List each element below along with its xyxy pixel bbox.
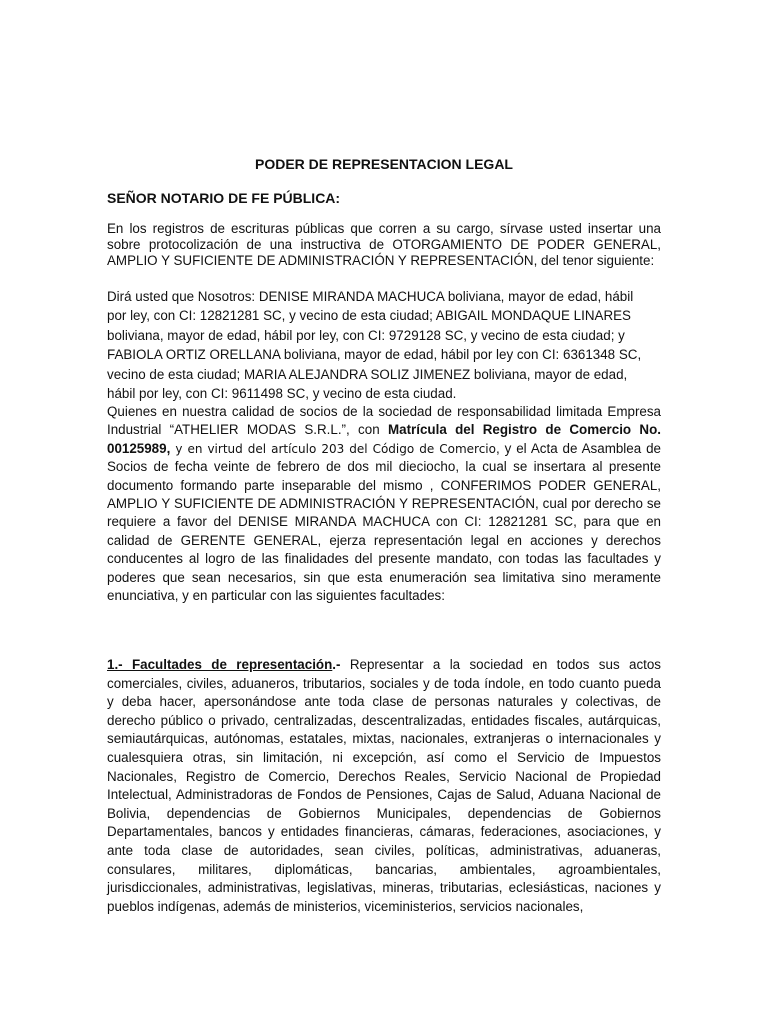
paragraph-grantors	[107, 287, 661, 403]
paragraph-power-granted	[107, 403, 661, 605]
faculties-heading-dash: .-	[332, 657, 341, 672]
faculties-text: Representar a la sociedad en todos sus actos comerciales, civiles, aduaneros, tributarios, sociales y de toda índole, en todo cuanto pueda y deba hacer, apersonándose ante toda clase de personas naturales y colectivas, de derecho público o privado, centralizadas, descentralizadas, entidades fiscales, autárquicas, semiautárquicas, autónomas, estatales, mixtas, nacionales, extranjeras o internacionales y cualesquiera otras, sin limitación, ni excepción, así como el Servicio de Impuestos Nacionales, Registro de Comercio, Derechos Reales, Servicio Nacional de Propiedad Intelectual, Administradoras de Fondos de Pensiones, Cajas de Salud, Aduana Nacional de Bolivia, dependencias de Gobiernos Municipales, dependencias de Gobiernos Departamentales, bancos y entidades financieras, cámaras, federaciones, asociaciones, y ante toda clase de autoridades, sean civiles, políticas, administrativas, aduaneras, consulares, militares, diplomáticas, bancarias, ambientales, agroambientales, jurisdiccionales, administrativas, legislativas, mineras, tributarias, eclesiásticas, naciones y pueblos indígenas, además de ministerios, viceministerios, servicios nacionales,	[107, 657, 662, 914]
document-title: PODER DE REPRESENTACION LEGAL	[255, 156, 513, 172]
p3-text-a: Quienes en nuestra calidad de socios de la sociedad de responsabilidad limitada Empresa Industrial “ATHELIER MODAS S.R.L.”, con	[107, 404, 661, 438]
grantors-line: FABIOLA ORTIZ ORELLANA boliviana, mayor de edad, hábil por ley con CI: 6361348 SC,	[107, 347, 642, 363]
salutation: SEÑOR NOTARIO DE FE PÚBLICA:	[107, 190, 341, 206]
grantors-line: boliviana, mayor de edad, hábil por ley, con CI: 9729128 SC, y vecino de esta ciudad; y	[107, 327, 625, 343]
registry-number: Matrícula del Registro de Comercio No. 00125989,	[107, 422, 662, 456]
grantors-line: vecino de esta ciudad; MARIA ALEJANDRA SOLIZ JIMENEZ boliviana, mayor de edad,	[107, 366, 628, 382]
paragraph-faculties-1	[107, 656, 661, 916]
grantors-line: hábil por ley, con CI: 9611498 SC, y vecino de esta ciudad.	[107, 386, 457, 402]
p3-article-ref: y en virtud del artículo 203 del Código de Comercio	[170, 441, 496, 456]
p3-text-b: , y el Acta de Asamblea de Socios de fecha veinte de febrero de dos mil dieciocho, la cual se insertara al presente documento formando parte inseparable del mismo , CONFERIMOS PODER GENERAL, AMPLIO Y SUFICIENTE DE ADMINISTRACIÓN Y REPRESENTACIÓN, cual por derecho se requiere a favor del DENISE MIRANDA MACHUCA con CI: 12821281 SC, para que en calidad de GERENTE GENERAL, ejerza representación legal en acciones y derechos conducentes al logro de las finalidades del presente mandato, con todas las facultades y poderes que sean necesarios, sin que esta enumeración sea limitativa sino meramente enunciativa, y en particular con las siguientes facultades:	[107, 440, 661, 604]
paragraph-intro: En los registros de escrituras públicas que corren a su cargo, sírvase usted insertar una sobre protocolización de una instructiva de OTORGAMIENTO DE PODER GENERAL, AMPLIO Y SUFICIENTE DE ADMINISTRACIÓN Y REPRESENTACIÓN, del tenor siguiente:	[107, 221, 661, 269]
grantors-line: por ley, con CI: 12821281 SC, y vecino de esta ciudad; ABIGAIL MONDAQUE LINARES	[107, 308, 631, 324]
faculties-heading: 1.- Facultades de representación	[107, 657, 333, 672]
grantors-line: Dirá usted que Nosotros: DENISE MIRANDA MACHUCA boliviana, mayor de edad, hábil	[107, 289, 634, 304]
